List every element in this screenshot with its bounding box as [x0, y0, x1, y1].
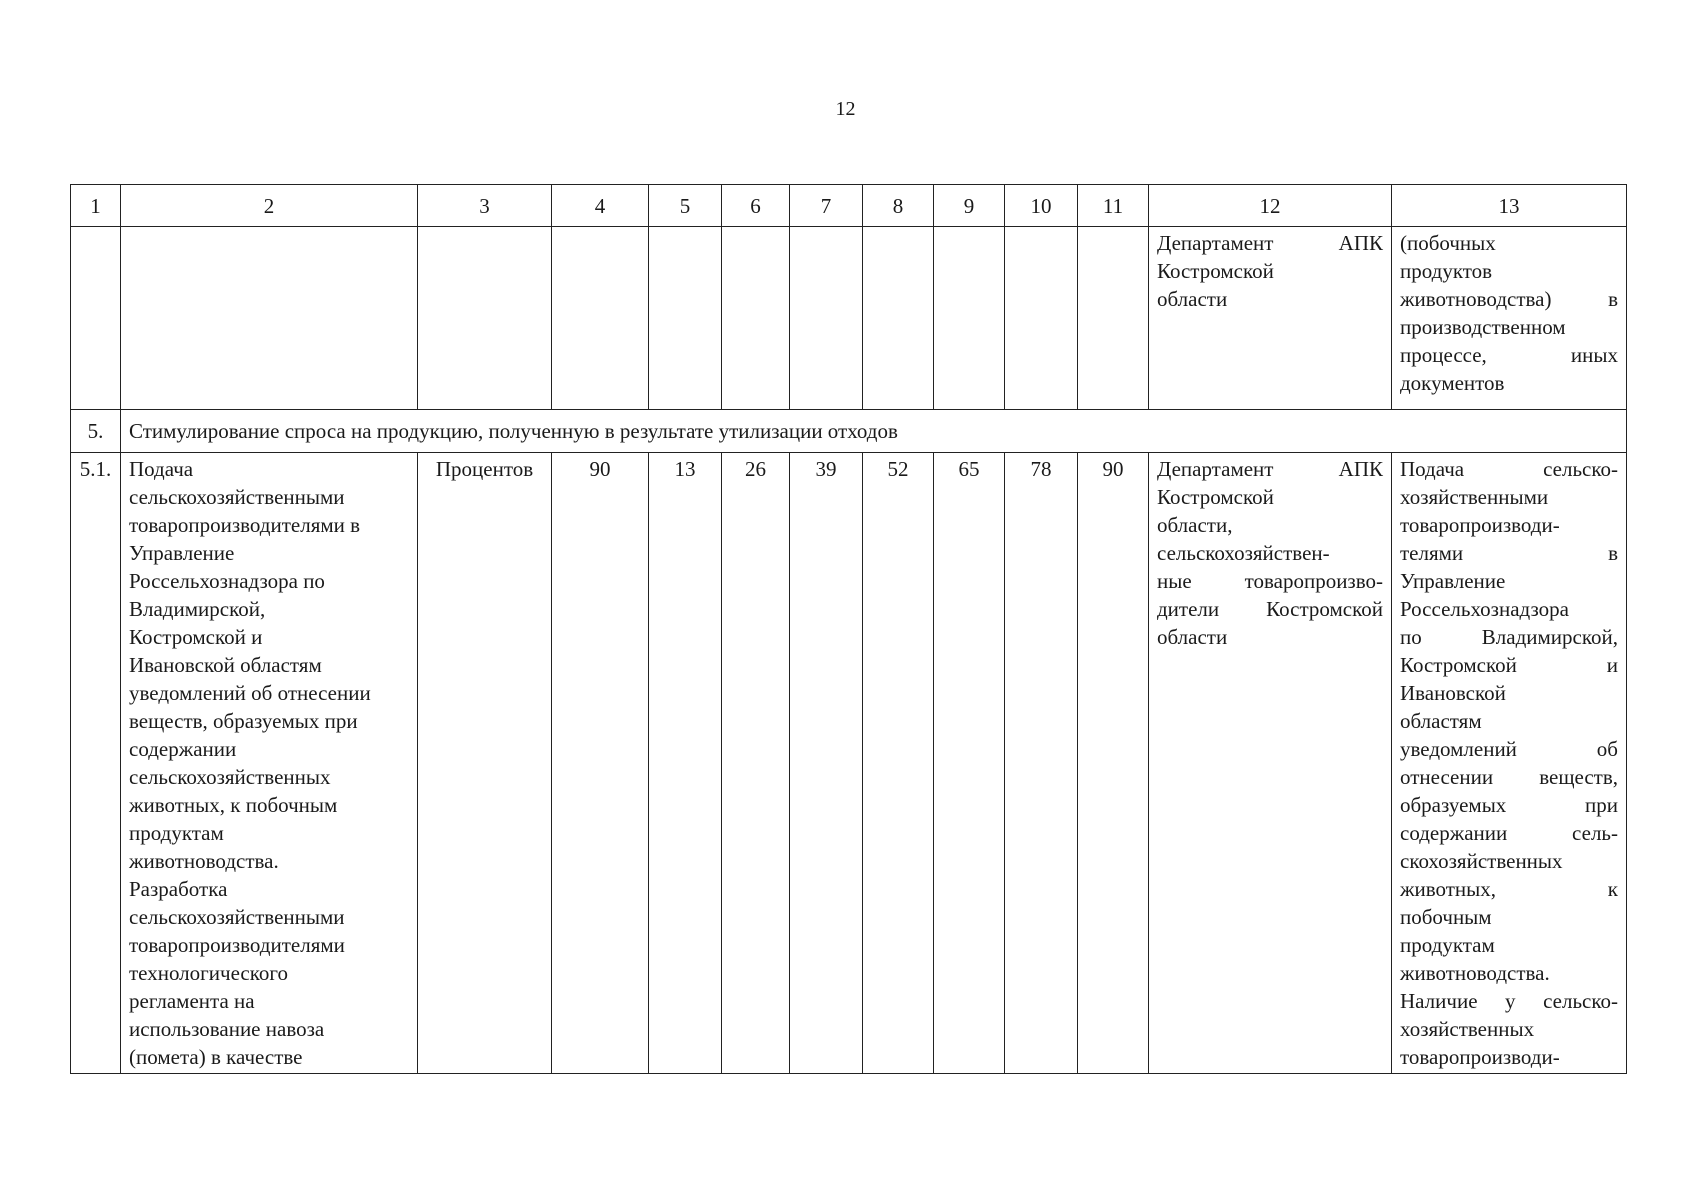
column-header: 5 [649, 185, 722, 227]
section-title: Стимулирование спроса на продукцию, полученную в результате утилизации отходов [121, 410, 1627, 453]
column-header: 1 [71, 185, 121, 227]
column-header: 11 [1078, 185, 1149, 227]
value-cell: 65 [934, 453, 1005, 1074]
column-header: 7 [790, 185, 863, 227]
table-row [71, 453, 1627, 1074]
value-cell: 13 [649, 453, 722, 1074]
column-header: 6 [722, 185, 790, 227]
section-row [71, 410, 1627, 453]
page-number: 12 [835, 98, 856, 120]
result-cell: Подача сельско- хозяйственными товаропроизводи- телями в Управление Россельхознадзора по Владимирской, Костромской и Ивановской областям уведомлений об отнесении веществ, образуемых при содержании сель- скохозяйственных животных, к побочным продуктам животноводства. Наличие у сельско- хозяйственных товаропроизводи- [1392, 453, 1627, 1074]
column-header: 13 [1392, 185, 1627, 227]
value-cell: 90 [552, 453, 649, 1074]
program-table [70, 184, 1627, 1074]
column-header: 4 [552, 185, 649, 227]
continuation-row [71, 227, 1627, 410]
column-header: 8 [863, 185, 934, 227]
responsible-cell: Департамент АПК Костромской области [1149, 227, 1392, 410]
column-header: 12 [1149, 185, 1392, 227]
responsible-cell: Департамент АПК Костромской области, сельскохозяйствен- ные товаропроизво- дители Костромской области [1149, 453, 1392, 1074]
row-number: 5.1. [71, 453, 121, 1074]
column-header: 10 [1005, 185, 1078, 227]
result-cell: (побочных продуктов животноводства) в производственном процессе, иных документов [1392, 227, 1627, 410]
activity-cell: Подача сельскохозяйственными товаропроизводителями в Управление Россельхознадзора по Владимирской, Костромской и Ивановской областям уведомлений об отнесении веществ, образуемых при содержании сельскохозяйственных животных, к побочным продуктам животноводства. Разработка сельскохозяйственными товаропроизводителями технологического регламента на использование навоза (помета) в качестве [121, 453, 418, 1074]
value-cell: 52 [863, 453, 934, 1074]
value-cell: 26 [722, 453, 790, 1074]
column-header: 3 [418, 185, 552, 227]
unit-cell: Процентов [418, 453, 552, 1074]
value-cell: 78 [1005, 453, 1078, 1074]
value-cell: 90 [1078, 453, 1149, 1074]
header-row [71, 185, 1627, 227]
column-header: 2 [121, 185, 418, 227]
column-header: 9 [934, 185, 1005, 227]
section-number: 5. [71, 410, 121, 453]
value-cell: 39 [790, 453, 863, 1074]
